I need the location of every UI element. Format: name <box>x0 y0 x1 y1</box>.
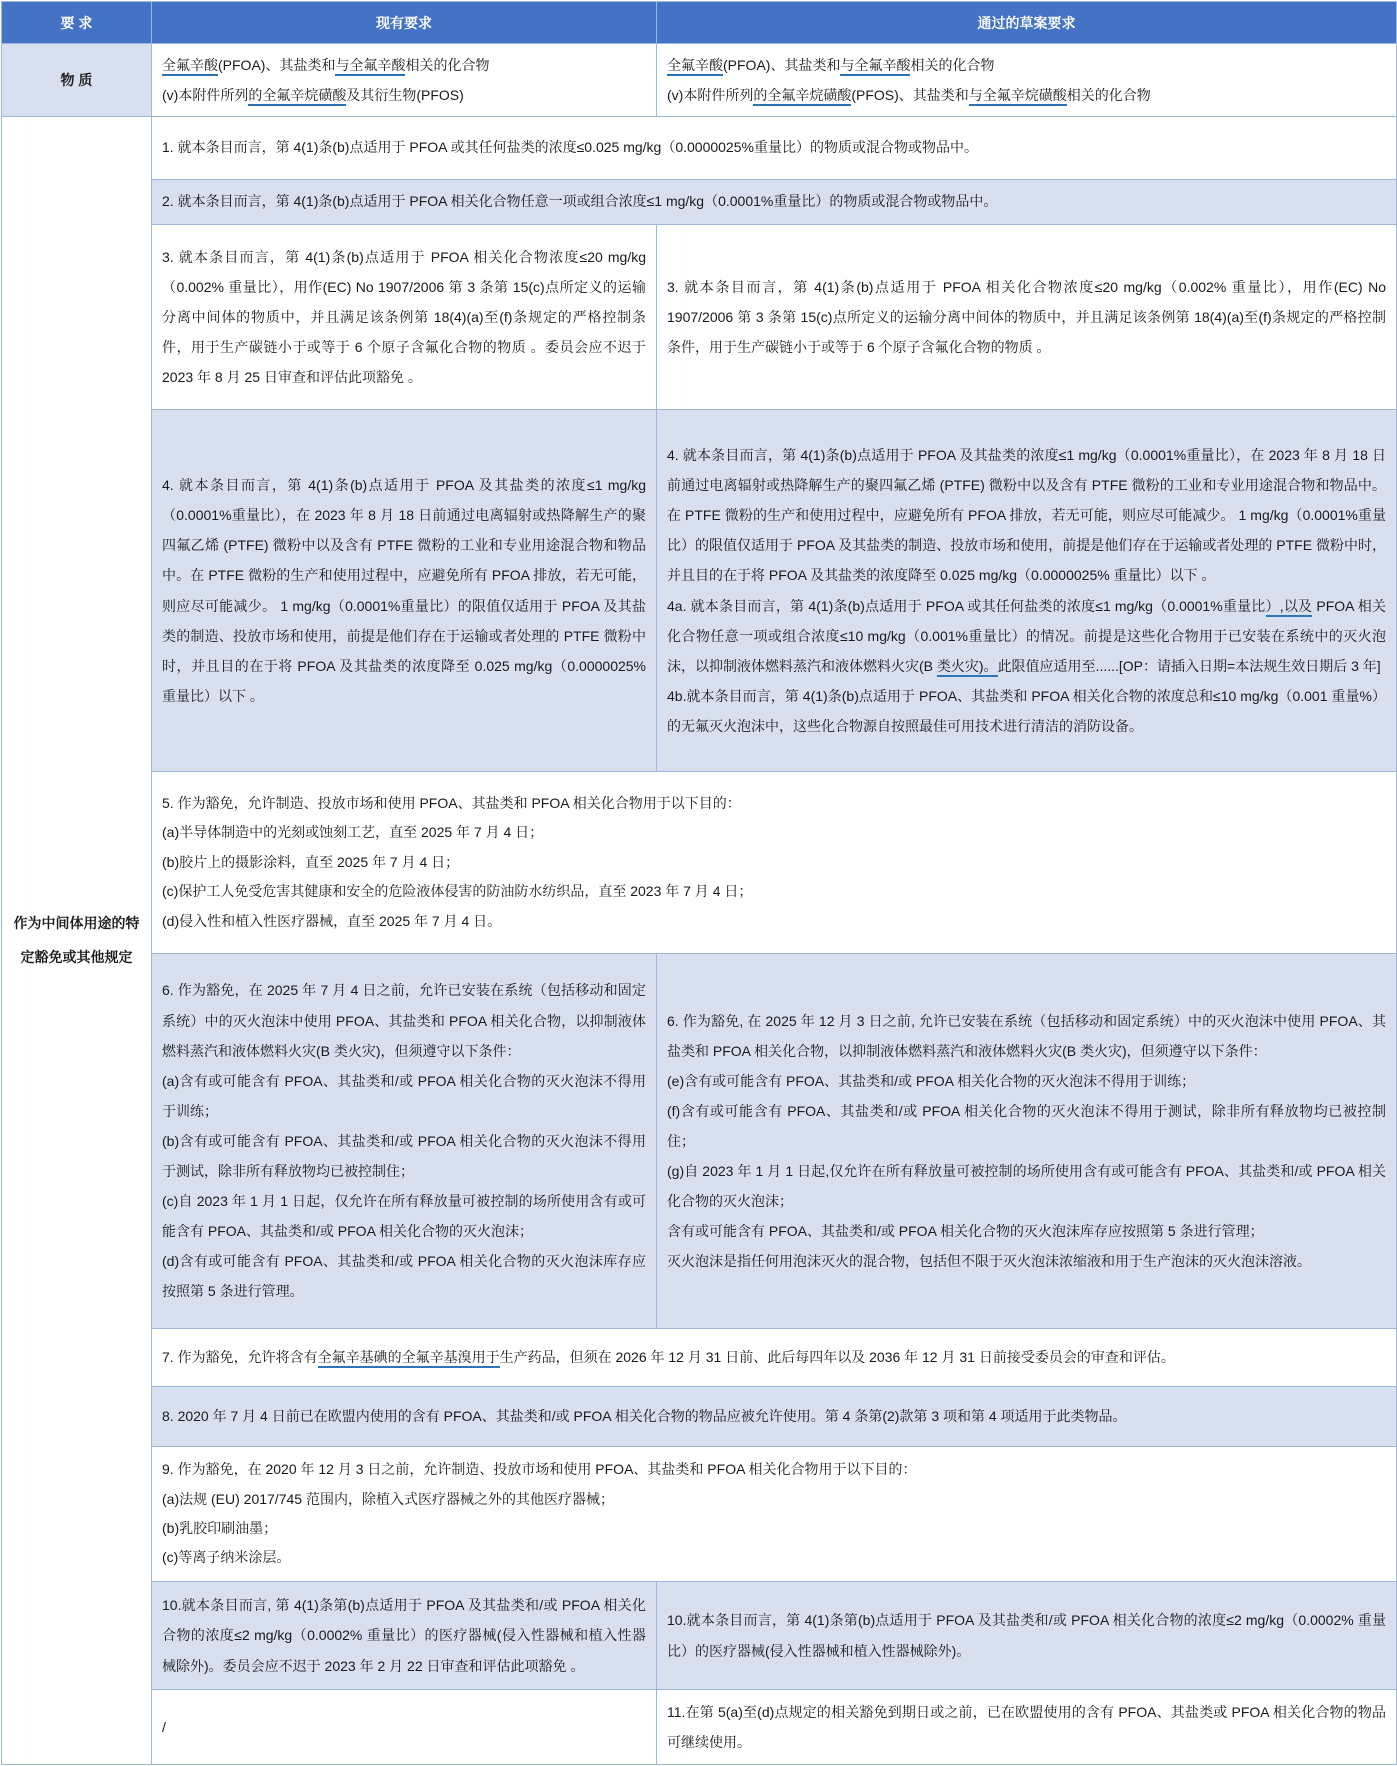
row-item7 <box>2 1329 1397 1387</box>
item8-cell: 8. 2020 年 7 月 4 日前已在欧盟内使用的含有 PFOA、其盐类和/或 PFOA 相关化合物的物品应被允许使用。第 4 条第(2)款第 3 项和第 4 项适用于此类物品。 <box>152 1387 1397 1447</box>
substance-draft-cell: 全氟辛酸(PFOA)、其盐类和与全氟辛酸相关的化合物 (v)本附件所列的全氟辛烷磺酸(PFOS)、其盐类和与全氟辛烷磺酸相关的化合物 <box>657 44 1397 117</box>
item4-existing-cell: 4. 就本条目而言，第 4(1)条(b)点适用于 PFOA 及其盐类的浓度≤1 mg/kg（0.0001%重量比），在 2023 年 8 月 18 日前通过电离辐射或热降解生产的聚四氟乙烯 (PTFE) 微粉中以及含有 PTFE 微粉的工业和专业用途混合物和物品中。在 PTFE 微粉的生产和使用过程中，应避免所有 PFOA 排放，若无可能，则应尽可能减少。 1 mg/kg（0.0001%重量比）的限值仅适用于 PFOA 及其盐类的制造、投放市场和使用，前提是他们存在于运输或者处理的 PTFE 微粉中时，并且目的在于将 PFOA 及其盐类的浓度降至 0.025 mg/kg（0.0000025% 重量比）以下 。 <box>152 410 657 772</box>
item6-existing-cell: 6. 作为豁免，在 2025 年 7 月 4 日之前，允许已安装在系统（包括移动和固定系统）中的灭火泡沫中使用 PFOA、其盐类和 PFOA 相关化合物，以抑制液体燃料蒸汽和液体燃料火灾(B 类火灾)，但须遵守以下条件： (a)含有或可能含有 PFOA、其盐类和/或 PFOA 相关化合物的灭火泡沫不得用于训练； (b)含有或可能含有 PFOA、其盐类和/或 PFOA 相关化合物的灭火泡沫不得用于测试，除非所有释放物均已被控制住； (c)自 2023 年 1 月 1 日起，仅允许在所有释放量可被控制的场所使用含有或可能含有 PFOA、其盐类和/或 PFOA 相关化合物的灭火泡沫； (d)含有或可能含有 PFOA、其盐类和/或 PFOA 相关化合物的灭火泡沫库存应按照第 5 条进行管理。 <box>152 954 657 1329</box>
substance-row <box>2 44 1397 117</box>
item1-cell: 1. 就本条目而言，第 4(1)条(b)点适用于 PFOA 或其任何盐类的浓度≤0.025 mg/kg（0.0000025%重量比）的物质或混合物或物品中。 <box>152 117 1397 180</box>
requirements-comparison-table <box>1 1 1397 1765</box>
item4-draft-cell: 4. 就本条目而言，第 4(1)条(b)点适用于 PFOA 及其盐类的浓度≤1 mg/kg（0.0001%重量比），在 2023 年 8 月 18 日前通过电离辐射或热降解生产的聚四氟乙烯 (PTFE) 微粉中以及含有 PTFE 微粉的工业和专业用途混合物和物品中。在 PTFE 微粉的生产和使用过程中，应避免所有 PFOA 排放，若无可能，则应尽可能减少。 1 mg/kg（0.0001%重量比）的限值仅适用于 PFOA 及其盐类的制造、投放市场和使用，前提是他们存在于运输或者处理的 PTFE 微粉中时，并且目的在于将 PFOA 及其盐类的浓度降至 0.025 mg/kg（0.0000025% 重量比）以下 。 4a. 就本条目而言，第 4(1)条(b)点适用于 PFOA 或其任何盐类的浓度≤1 mg/kg（0.0001%重量比）,以及 PFOA 相关化合物任意一项或组合浓度≤10 mg/kg（0.001%重量比）的情况。前提是这些化合物用于已安装在系统中的灭火泡沫，以抑制液体燃料蒸汽和液体燃料火灾(B 类火灾)。此限值应适用至......[OP：请插入日期=本法规生效日期后 3 年] 4b.就本条目而言，第 4(1)条(b)点适用于 PFOA、其盐类和 PFOA 相关化合物的浓度总和≤10 mg/kg（0.001 重量%）的无氟灭火泡沫中，这些化合物源自按照最佳可用技术进行清洁的消防设备。 <box>657 410 1397 772</box>
row-item3 <box>2 225 1397 410</box>
header-draft-requirement: 通过的草案要求 <box>657 2 1397 44</box>
row-item5 <box>2 772 1397 954</box>
item6-draft-cell: 6. 作为豁免, 在 2025 年 12 月 3 日之前, 允许已安装在系统（包括移动和固定系统）中的灭火泡沫中使用 PFOA、其盐类和 PFOA 相关化合物，以抑制液体燃料蒸汽和液体燃料火灾(B 类火灾)，但须遵守以下条件： (e)含有或可能含有 PFOA、其盐类和/或 PFOA 相关化合物的灭火泡沫不得用于训练； (f)含有或可能含有 PFOA、其盐类和/或 PFOA 相关化合物的灭火泡沫不得用于测试，除非所有释放物均已被控制住； (g)自 2023 年 1 月 1 日起,仅允许在所有释放量可被控制的场所使用含有或可能含有 PFOA、其盐类和/或 PFOA 相关化合物的灭火泡沫； 含有或可能含有 PFOA、其盐类和/或 PFOA 相关化合物的灭火泡沫库存应按照第 5 条进行管理； 灭火泡沫是指任何用泡沫灭火的混合物，包括但不限于灭火泡沫浓缩液和用于生产泡沫的灭火泡沫溶液。 <box>657 954 1397 1329</box>
item3-draft-cell: 3. 就本条目而言，第 4(1)条(b)点适用于 PFOA 相关化合物浓度≤20 mg/kg（0.002% 重量比），用作(EC) No 1907/2006 第 3 条第 15(c)点所定义的运输分离中间体的物质中，并且满足该条例第 18(4)(a)至(f)条规定的严格控制条件，用于生产碳链小于或等于 6 个原子含氟化合物的物质 。 <box>657 225 1397 410</box>
row-item2 <box>2 180 1397 225</box>
item3-existing-cell: 3. 就本条目而言，第 4(1)条(b)点适用于 PFOA 相关化合物浓度≤20 mg/kg（0.002% 重量比），用作(EC) No 1907/2006 第 3 条第 15(c)点所定义的运输分离中间体的物质中，并且满足该条例第 18(4)(a)至(f)条规定的严格控制条件，用于生产碳链小于或等于 6 个原子含氟化合物的物质 。委员会应不迟于 2023 年 8 月 25 日审查和评估此项豁免 。 <box>152 225 657 410</box>
item10-draft-cell: 10.就本条目而言，第 4(1)条第(b)点适用于 PFOA 及其盐类和/或 PFOA 相关化合物的浓度≤2 mg/kg（0.0002% 重量比）的医疗器械(侵入性器械和植入性器械除外)。 <box>657 1582 1397 1690</box>
item9-cell: 9. 作为豁免，在 2020 年 12 月 3 日之前，允许制造、投放市场和使用 PFOA、其盐类和 PFOA 相关化合物用于以下目的： (a)法规 (EU) 2017/745 范围内，除植入式医疗器械之外的其他医疗器械； (b)乳胶印刷油墨； (c)等离子纳米涂层。 <box>152 1447 1397 1582</box>
table-header-row <box>2 2 1397 44</box>
row-item1 <box>2 117 1397 180</box>
category-label: 作为中间体用途的特定豁免或其他规定 <box>2 117 152 1765</box>
row-item11 <box>2 1690 1397 1765</box>
row-item9 <box>2 1447 1397 1582</box>
item2-cell: 2. 就本条目而言，第 4(1)条(b)点适用于 PFOA 相关化合物任意一项或组合浓度≤1 mg/kg（0.0001%重量比）的物质或混合物或物品中。 <box>152 180 1397 225</box>
header-existing-requirement: 现有要求 <box>152 2 657 44</box>
row-item10 <box>2 1582 1397 1690</box>
item5-cell: 5. 作为豁免，允许制造、投放市场和使用 PFOA、其盐类和 PFOA 相关化合物用于以下目的： (a)半导体制造中的光刻或蚀刻工艺，直至 2025 年 7 月 4 日； (b)胶片上的摄影涂料，直至 2025 年 7 月 4 日； (c)保护工人免受危害其健康和安全的危险液体侵害的防油防水纺织品，直至 2023 年 7 月 4 日； (d)侵入性和植入性医疗器械，直至 2025 年 7 月 4 日。 <box>152 772 1397 954</box>
substance-existing-cell: 全氟辛酸(PFOA)、其盐类和与全氟辛酸相关的化合物 (v)本附件所列的全氟辛烷磺酸及其衍生物(PFOS) <box>152 44 657 117</box>
item11-draft-cell: 11.在第 5(a)至(d)点规定的相关豁免到期日或之前，已在欧盟使用的含有 PFOA、其盐类或 PFOA 相关化合物的物品可继续使用。 <box>657 1690 1397 1765</box>
substance-label: 物 质 <box>2 44 152 117</box>
item11-existing-cell: / <box>152 1690 657 1765</box>
row-item8 <box>2 1387 1397 1447</box>
row-item6 <box>2 954 1397 1329</box>
row-item4 <box>2 410 1397 772</box>
item10-existing-cell: 10.就本条目而言, 第 4(1)条第(b)点适用于 PFOA 及其盐类和/或 PFOA 相关化合物的浓度≤2 mg/kg（0.0002% 重量比）的医疗器械(侵入性器械和植入性器械除外)。委员会应不迟于 2023 年 2 月 22 日审查和评估此项豁免 。 <box>152 1582 657 1690</box>
header-requirement: 要 求 <box>2 2 152 44</box>
item7-cell: 7. 作为豁免，允许将含有全氟辛基碘的全氟辛基溴用于生产药品，但须在 2026 年 12 月 31 日前、此后每四年以及 2036 年 12 月 31 日前接受委员会的审查和评估。 <box>152 1329 1397 1387</box>
